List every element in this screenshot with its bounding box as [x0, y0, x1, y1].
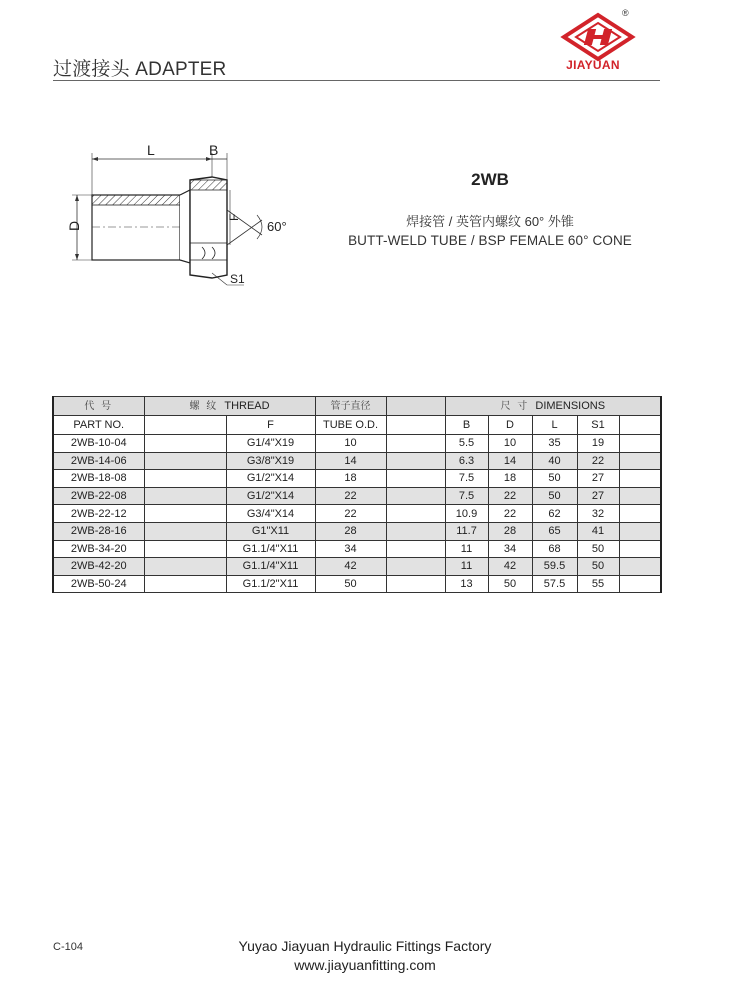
cell-l: 62 [532, 505, 577, 523]
cell-blank [619, 575, 661, 593]
cell-s1: 55 [577, 575, 619, 593]
cell-s1: 50 [577, 540, 619, 558]
cell-s1: 19 [577, 435, 619, 453]
cell-d: 22 [488, 505, 532, 523]
table-row [53, 522, 661, 540]
spec-table [52, 396, 662, 593]
cell-b: 7.5 [445, 470, 488, 488]
header-tube-cn: 管子直径 [315, 397, 386, 416]
page-number: C-104 [53, 941, 83, 953]
cell-part: 2WB-10-04 [53, 435, 144, 453]
cell-b: 5.5 [445, 435, 488, 453]
cell-blank [144, 452, 226, 470]
cell-blank [619, 505, 661, 523]
description-cn: 焊接管 / 英管内螺纹 60° 外锥 [406, 214, 574, 229]
table-row [53, 558, 661, 576]
cell-blank [386, 452, 445, 470]
brand-name: JIAYUAN [566, 58, 620, 72]
adapter-drawing [62, 135, 302, 295]
cell-b: 11 [445, 558, 488, 576]
cell-s1: 32 [577, 505, 619, 523]
cell-blank [386, 522, 445, 540]
cell-s1: 27 [577, 470, 619, 488]
label-l: L [147, 142, 155, 158]
header-thread: 螺 纹 THREAD [144, 397, 315, 416]
cell-l: 35 [532, 435, 577, 453]
cell-l: 40 [532, 452, 577, 470]
cell-blank [619, 435, 661, 453]
table-row [53, 452, 661, 470]
table-row [53, 540, 661, 558]
cell-blank [619, 487, 661, 505]
cell-blank [144, 505, 226, 523]
cell-tube: 18 [315, 470, 386, 488]
cell-blank [144, 435, 226, 453]
cell-tube: 22 [315, 487, 386, 505]
cell-d: 50 [488, 575, 532, 593]
cell-f: G1"X11 [226, 522, 315, 540]
cell-l: 59.5 [532, 558, 577, 576]
cell-part: 2WB-34-20 [53, 540, 144, 558]
cell-blank [144, 470, 226, 488]
cell-blank [619, 470, 661, 488]
cell-blank [386, 435, 445, 453]
cell-b: 11.7 [445, 522, 488, 540]
cell-tube: 14 [315, 452, 386, 470]
cell-tube: 50 [315, 575, 386, 593]
cell-blank [386, 487, 445, 505]
cell-l: 57.5 [532, 575, 577, 593]
cell-blank [619, 540, 661, 558]
cell-tube: 34 [315, 540, 386, 558]
company-name: Yuyao Jiayuan Hydraulic Fittings Factory [238, 938, 492, 954]
cell-part: 2WB-14-06 [53, 452, 144, 470]
label-angle: 60° [267, 219, 287, 234]
label-f: F [227, 213, 241, 221]
website: www.jiayuanfitting.com [294, 957, 436, 973]
cell-b: 6.3 [445, 452, 488, 470]
cell-d: 14 [488, 452, 532, 470]
cell-part: 2WB-22-12 [53, 505, 144, 523]
cell-blank [144, 558, 226, 576]
table-row [53, 575, 661, 593]
cell-l: 68 [532, 540, 577, 558]
cell-f: G3/4"X14 [226, 505, 315, 523]
header-d: D [488, 416, 532, 435]
cell-l: 50 [532, 487, 577, 505]
cell-part: 2WB-42-20 [53, 558, 144, 576]
table-header-row-1 [53, 397, 661, 416]
cell-d: 18 [488, 470, 532, 488]
cell-tube: 28 [315, 522, 386, 540]
header-f: F [226, 416, 315, 435]
label-s1: S1 [230, 272, 245, 286]
cell-f: G3/8"X19 [226, 452, 315, 470]
cell-b: 10.9 [445, 505, 488, 523]
cell-blank [619, 558, 661, 576]
header-divider [53, 80, 660, 81]
cell-f: G1/2"X14 [226, 487, 315, 505]
cell-s1: 50 [577, 558, 619, 576]
table-header-row-2 [53, 416, 661, 435]
cell-blank [619, 522, 661, 540]
cell-d: 22 [488, 487, 532, 505]
cell-f: G1.1/2"X11 [226, 575, 315, 593]
header-tube-od: TUBE O.D. [315, 416, 386, 435]
cell-s1: 27 [577, 487, 619, 505]
cell-blank [144, 522, 226, 540]
cell-b: 11 [445, 540, 488, 558]
table-row [53, 435, 661, 453]
header-part-no: PART NO. [53, 416, 144, 435]
header-blank [144, 416, 226, 435]
label-b: B [209, 142, 219, 158]
cell-d: 10 [488, 435, 532, 453]
cell-s1: 22 [577, 452, 619, 470]
cell-blank [144, 540, 226, 558]
cell-s1: 41 [577, 522, 619, 540]
header-dimensions: 尺 寸 DIMENSIONS [445, 397, 661, 416]
cell-blank [386, 558, 445, 576]
registered-mark: ® [622, 8, 629, 18]
page-title: 过渡接头 ADAPTER [53, 59, 227, 80]
cell-blank [386, 470, 445, 488]
header-l: L [532, 416, 577, 435]
header-code-cn: 代 号 [53, 397, 144, 416]
cell-tube: 22 [315, 505, 386, 523]
cell-tube: 10 [315, 435, 386, 453]
header-blank [386, 416, 445, 435]
cell-d: 28 [488, 522, 532, 540]
cell-l: 65 [532, 522, 577, 540]
cell-f: G1.1/4"X11 [226, 540, 315, 558]
cell-f: G1.1/4"X11 [226, 558, 315, 576]
table-row [53, 470, 661, 488]
header-blank [619, 416, 661, 435]
cell-part: 2WB-28-16 [53, 522, 144, 540]
label-d: D [66, 220, 82, 231]
cell-b: 13 [445, 575, 488, 593]
cell-f: G1/2"X14 [226, 470, 315, 488]
cell-tube: 42 [315, 558, 386, 576]
table-row [53, 505, 661, 523]
cell-blank [144, 575, 226, 593]
header-b: B [445, 416, 488, 435]
cell-part: 2WB-50-24 [53, 575, 144, 593]
cell-l: 50 [532, 470, 577, 488]
cell-blank [386, 540, 445, 558]
cell-part: 2WB-22-08 [53, 487, 144, 505]
cell-d: 34 [488, 540, 532, 558]
cell-blank [386, 575, 445, 593]
cell-blank [386, 505, 445, 523]
cell-f: G1/4"X19 [226, 435, 315, 453]
model-code: 2WB [471, 170, 509, 189]
header-s1: S1 [577, 416, 619, 435]
cell-blank [619, 452, 661, 470]
cell-d: 42 [488, 558, 532, 576]
cell-b: 7.5 [445, 487, 488, 505]
table-row [53, 487, 661, 505]
cell-blank [144, 487, 226, 505]
description-en: BUTT-WELD TUBE / BSP FEMALE 60° CONE [348, 233, 632, 248]
cell-part: 2WB-18-08 [53, 470, 144, 488]
header-blank [386, 397, 445, 416]
